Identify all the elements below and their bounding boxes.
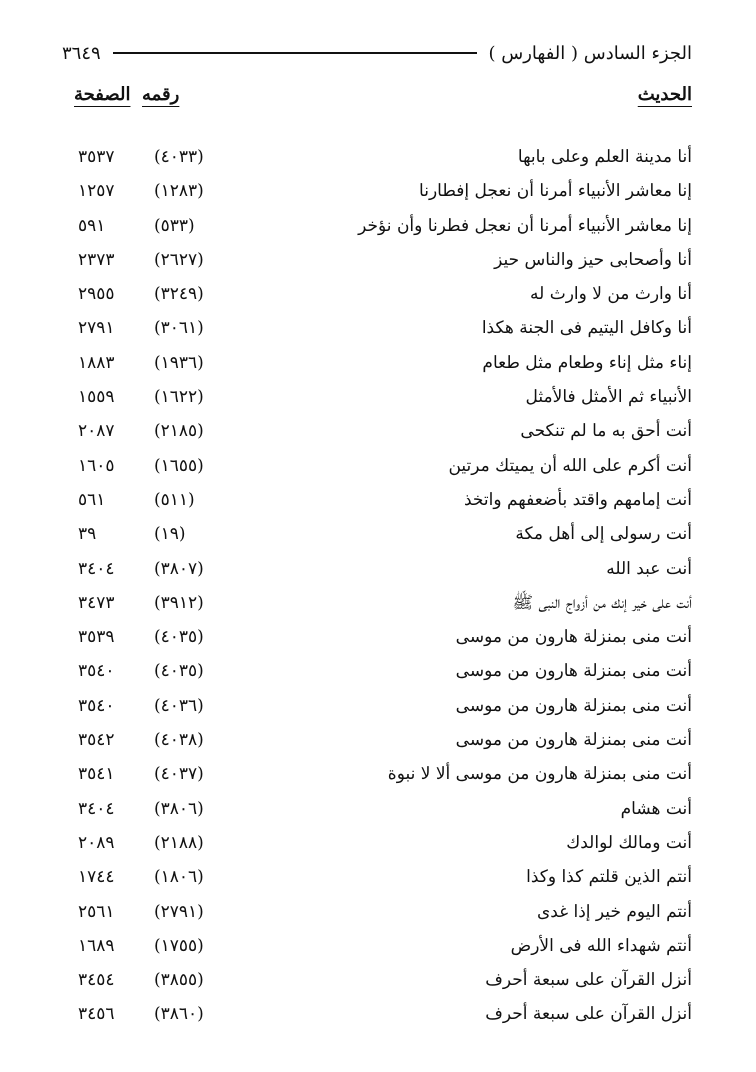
hadith-text: إنا معاشر الأنبياء أمرنا أن نعجل إفطارنا — [419, 181, 692, 202]
index-row — [62, 243, 692, 277]
index-row — [62, 414, 692, 448]
hadith-text: أنا مدينة العلم وعلى بابها — [517, 147, 692, 167]
page-reference: ٥٩١ — [78, 215, 106, 236]
page-reference: ١٥٥٩ — [78, 387, 115, 408]
hadith-number: (٤٠٣٨) — [154, 730, 204, 751]
hadith-number: (٣٠٦١) — [154, 318, 204, 339]
index-row — [62, 620, 692, 654]
index-row — [62, 963, 692, 997]
hadith-number: (٤٠٣٧) — [154, 764, 204, 785]
running-head — [62, 36, 692, 70]
hadith-number: (٣٨٦٠) — [154, 1004, 204, 1025]
page-reference: ١٢٥٧ — [78, 181, 115, 202]
hadith-number: (٥١١) — [154, 489, 195, 510]
page-reference: ٢٩٥٥ — [78, 284, 115, 305]
index-row — [62, 929, 692, 963]
hadith-text: أنا وارث من لا وارث له — [530, 284, 692, 305]
hadith-number: (٢٦٢٧) — [154, 249, 204, 270]
hadith-text: أنت عبد الله — [606, 558, 692, 579]
header-rule — [113, 52, 477, 54]
hadith-text: أنتم اليوم خير إذا غدى — [536, 901, 692, 922]
index-row — [62, 277, 692, 311]
index-row — [62, 449, 692, 483]
index-row — [62, 895, 692, 929]
page-reference: ٣٥٤٠ — [78, 661, 115, 682]
column-headers — [62, 84, 692, 114]
hadith-number: (٢٧٩١) — [154, 901, 204, 922]
hadith-number: (٢١٨٥) — [154, 421, 204, 442]
page-reference: ٢٧٩١ — [78, 318, 115, 339]
page-reference: ٢٣٧٣ — [78, 249, 115, 270]
hadith-text: أنزل القرآن على سبعة أحرف — [485, 1004, 692, 1025]
index-row — [62, 552, 692, 586]
hadith-text: أنت على خير إنك من أزواج النبى ﷺ — [512, 592, 692, 613]
index-row — [62, 586, 692, 620]
hadith-text: أنت ومالك لوالدك — [566, 832, 692, 853]
page-reference: ٣٥٤١ — [78, 764, 115, 785]
hadith-number: (٤٠٣٥) — [154, 661, 204, 682]
hadith-number: (١٦٥٥) — [154, 455, 204, 476]
hadith-text: أنزل القرآن على سبعة أحرف — [485, 970, 692, 991]
page-reference: ٢٠٨٧ — [78, 421, 115, 442]
index-row — [62, 689, 692, 723]
index-row — [62, 483, 692, 517]
hadith-text: إنا معاشر الأنبياء أمرنا أن نعجل فطرنا وأن نؤخر — [358, 215, 692, 236]
page-reference: ١٨٨٣ — [78, 352, 115, 373]
hadith-number: (٣٨٥٥) — [154, 970, 204, 991]
page-reference: ٣٥٣٧ — [78, 147, 115, 167]
hadith-text: أنت منى بمنزلة هارون من موسى — [455, 695, 692, 716]
index-row — [62, 346, 692, 380]
hadith-number: (٤٠٣٦) — [154, 695, 204, 716]
index-row — [62, 654, 692, 688]
index-row — [62, 860, 692, 894]
hadith-text: أنت منى بمنزلة هارون من موسى — [455, 627, 692, 648]
index-row — [62, 826, 692, 860]
hadith-text: إناء مثل إناء وطعام مثل طعام — [482, 352, 692, 373]
hadith-number: (٢١٨٨) — [154, 832, 204, 853]
hadith-number: (٥٣٣) — [154, 215, 195, 236]
page-reference: ٣٤٥٦ — [78, 1004, 115, 1025]
hadith-number: (١٩٣٦) — [154, 352, 204, 373]
hadith-text: أنا وأصحابى حيز والناس حيز — [494, 249, 692, 270]
hadith-text: أنت إمامهم واقتد بأضعفهم واتخذ — [464, 489, 692, 510]
running-title: الجزء السادس ( الفهارس ) — [488, 42, 692, 64]
index-row — [62, 311, 692, 345]
hadith-text: أنت منى بمنزلة هارون من موسى — [455, 661, 692, 682]
index-entries — [62, 140, 692, 1032]
hadith-number: (١٦٢٢) — [154, 387, 204, 408]
index-row — [62, 380, 692, 414]
hadith-number: (١٢٨٣) — [154, 181, 204, 202]
column-header-hadith: الحديث — [637, 84, 692, 105]
page-reference: ٣٤٧٣ — [78, 592, 115, 613]
index-row — [62, 723, 692, 757]
hadith-text: أنت منى بمنزلة هارون من موسى — [455, 730, 692, 751]
hadith-text: أنت أحق به ما لم تنكحى — [520, 421, 692, 442]
hadith-number: (٤٠٣٣) — [154, 147, 204, 167]
hadith-text: أنت هشام — [620, 798, 692, 819]
hadith-text: أنت رسولى إلى أهل مكة — [515, 524, 692, 545]
page-reference: ٣٤٥٤ — [78, 970, 115, 991]
hadith-number: (٣٨٠٦) — [154, 798, 204, 819]
page-reference: ٣٥٣٩ — [78, 627, 115, 648]
column-header-page: الصفحة — [74, 84, 131, 105]
index-row — [62, 997, 692, 1031]
index-row — [62, 209, 692, 243]
hadith-number: (٤٠٣٥) — [154, 627, 204, 648]
hadith-number: (٣٨٠٧) — [154, 558, 204, 579]
page-reference: ١٧٤٤ — [78, 867, 115, 888]
hadith-text: أنا وكافل اليتيم فى الجنة هكذا — [481, 318, 692, 339]
hadith-text: أنت منى بمنزلة هارون من موسى ألا لا نبوة — [387, 764, 692, 785]
page-reference: ٣٥٤٢ — [78, 730, 115, 751]
page-reference: ١٦٨٩ — [78, 935, 115, 956]
hadith-text: أنتم الذين قلتم كذا وكذا — [526, 867, 692, 888]
page-reference: ٣٩ — [78, 524, 97, 545]
page-reference: ٥٦١ — [78, 489, 106, 510]
hadith-number: (٣٩١٢) — [154, 592, 204, 613]
hadith-text: الأنبياء ثم الأمثل فالأمثل — [525, 387, 692, 408]
column-header-number: رقمه — [142, 84, 180, 105]
page-reference: ٣٥٤٠ — [78, 695, 115, 716]
hadith-text: أنتم شهداء الله فى الأرض — [510, 935, 692, 956]
index-row — [62, 792, 692, 826]
index-row — [62, 757, 692, 791]
page-reference: ٢٥٦١ — [78, 901, 115, 922]
page-reference: ١٦٠٥ — [78, 455, 115, 476]
hadith-number: (١٩) — [154, 524, 186, 545]
hadith-number: (١٧٥٥) — [154, 935, 204, 956]
index-row — [62, 174, 692, 208]
page-reference: ٢٠٨٩ — [78, 832, 115, 853]
hadith-text: أنت أكرم على الله أن يميتك مرتين — [448, 455, 692, 476]
page-reference: ٣٤٠٤ — [78, 798, 115, 819]
index-row — [62, 517, 692, 551]
hadith-number: (٣٢٤٩) — [154, 284, 204, 305]
index-row — [62, 140, 692, 174]
page-number: ٣٦٤٩ — [62, 42, 101, 64]
page-reference: ٣٤٠٤ — [78, 558, 115, 579]
hadith-number: (١٨٠٦) — [154, 867, 204, 888]
